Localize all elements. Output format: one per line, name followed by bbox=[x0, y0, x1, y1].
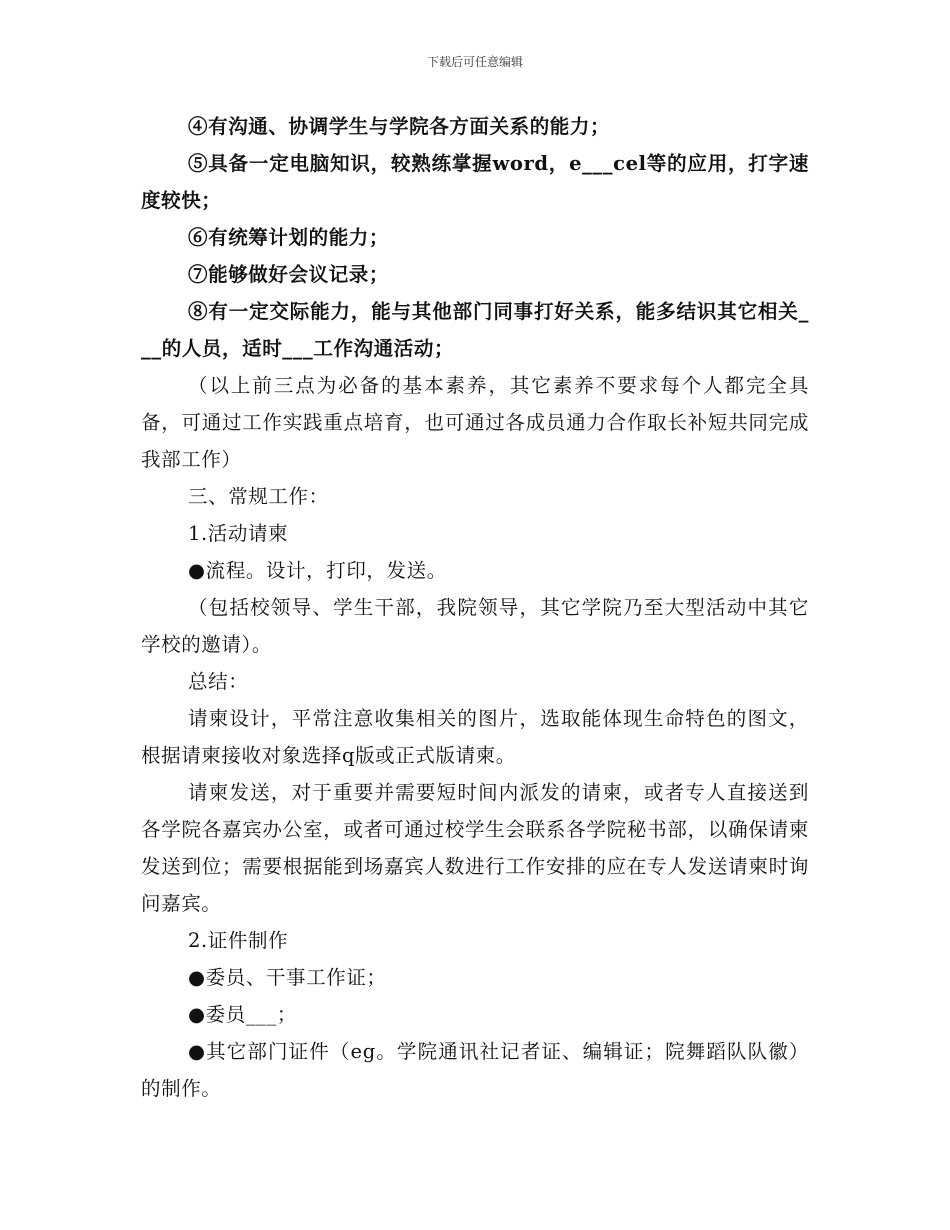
label-summary: 总结： bbox=[188, 670, 249, 693]
subheading-invitations: 1.活动请柬 bbox=[188, 522, 289, 545]
section-heading-routine-work: 三、常规工作： bbox=[188, 485, 329, 508]
paragraph-requirement-8: ⑧有一定交际能力，能与其他部门同事打好关系，能多结识其它相关___的人员，适时___工作沟通活动； bbox=[141, 300, 809, 360]
bullet-invitation-process: ●流程。设计，打印，发送。 bbox=[188, 559, 447, 582]
bullet-staff-badges: ●委员、干事工作证； bbox=[188, 966, 387, 989]
paragraph-requirement-6: ⑥有统筹计划的能力； bbox=[188, 226, 390, 249]
paragraph-requirements-note: （以上前三点为必备的基本素养，其它素养不要求每个人都完全具备，可通过工作实践重点培育，也可通过各成员通力合作取长补短共同完成我部工作） bbox=[141, 374, 809, 471]
bullet-committee-item: ●委员___； bbox=[188, 1003, 297, 1026]
document-body bbox=[141, 108, 809, 1107]
paragraph-requirement-7: ⑦能够做好会议记录； bbox=[188, 263, 390, 286]
subheading-certificates: 2.证件制作 bbox=[188, 929, 289, 952]
bullet-other-department-badges: ●其它部门证件（eg。学院通讯社记者证、编辑证；院舞蹈队队徽）的制作。 bbox=[141, 1040, 809, 1100]
page-header-note: 下载后可任意编辑 bbox=[426, 55, 523, 69]
paragraph-invitation-design: 请柬设计，平常注意收集相关的图片，选取能体现生命特色的图文，根据请柬接收对象选择q版或正式版请柬。 bbox=[141, 707, 809, 767]
paragraph-invitation-scope: （包括校领导、学生干部，我院领导，其它学院乃至大型活动中其它学校的邀请）。 bbox=[141, 596, 809, 656]
paragraph-requirement-5: ⑤具备一定电脑知识，较熟练掌握word，e___cel等的应用，打字速度较快； bbox=[141, 152, 809, 212]
paragraph-invitation-delivery: 请柬发送，对于重要并需要短时间内派发的请柬，或者专人直接送到各学院各嘉宾办公室，或者可通过校学生会联系各学院秘书部，以确保请柬发送到位；需要根据能到场嘉宾人数进行工作安排的应在专人发送请柬时询问嘉宾。 bbox=[141, 781, 809, 915]
paragraph-requirement-4: ④有沟通、协调学生与学院各方面关系的能力； bbox=[188, 115, 611, 138]
